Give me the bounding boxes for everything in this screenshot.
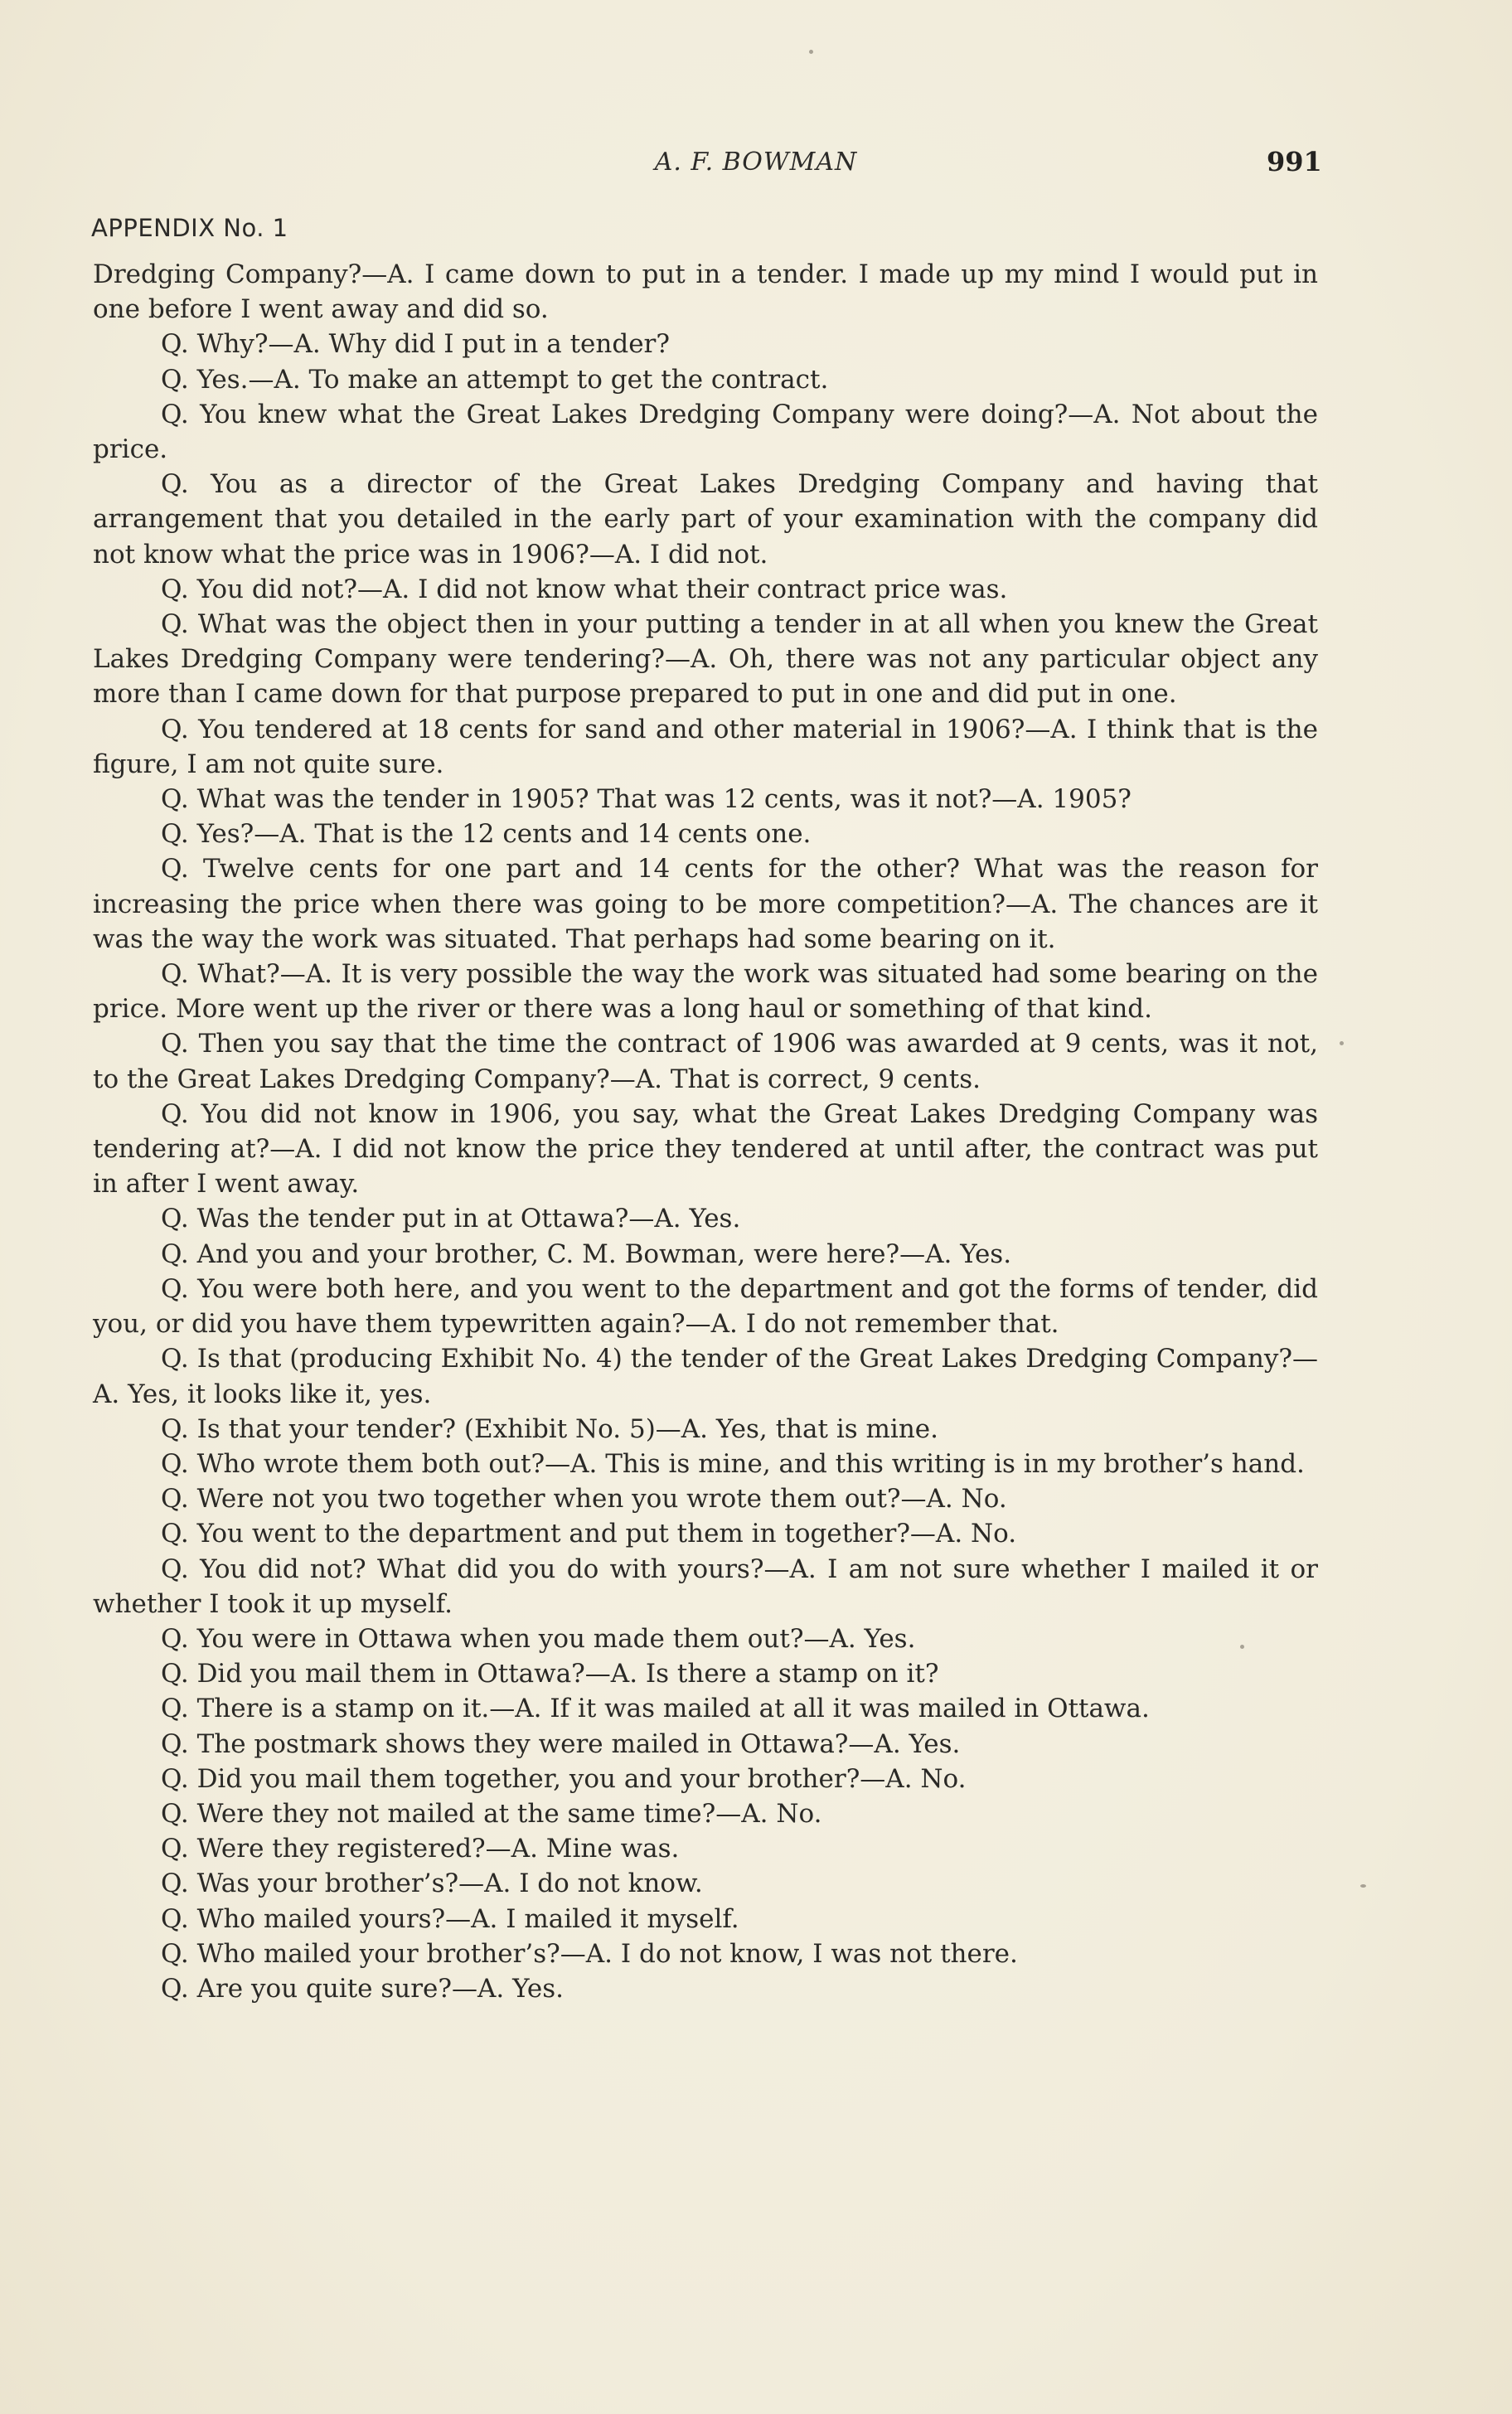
qa-paragraph: Q. Is that (producing Exhibit No. 4) the tender of the Great Lakes Dredging Company?—A. Yes, it looks like it, yes. [93, 1344, 1318, 1409]
qa-paragraph: Q. You knew what the Great Lakes Dredging Company were doing?—A. Not about the price. [93, 399, 1318, 465]
qa-paragraph: Q. The postmark shows they were mailed in Ottawa?—A. Yes. [161, 1728, 961, 1759]
qa-paragraph: Q. You were both here, and you went to the department and got the forms of tender, did you, or did you have them typewritten again?—A. I do not remember that. [93, 1273, 1318, 1340]
qa-paragraph: Q. You did not?—A. I did not know what their contract price was. [161, 574, 1008, 604]
qa-paragraph: Q. Were not you two together when you wrote them out?—A. No. [161, 1484, 1007, 1515]
qa-paragraph: Q. Were they not mailed at the same time?—A. No. [161, 1798, 822, 1829]
paper-speck [1240, 1645, 1244, 1649]
qa-paragraph: Q. Did you mail them in Ottawa?—A. Is there a stamp on it? [161, 1659, 939, 1689]
qa-paragraph: Q. Was the tender put in at Ottawa?—A. Yes. [161, 1204, 741, 1234]
qa-paragraph: Q. Was your brother’s?—A. I do not know. [161, 1869, 703, 1899]
qa-paragraph: Q. You tendered at 18 cents for sand and other material in 1906?—A. I think that is the figure, I am not quite sure. [93, 714, 1318, 779]
paper-speck [1360, 1884, 1366, 1888]
qa-paragraph: Q. Why?—A. Why did I put in a tender? [161, 329, 670, 360]
qa-paragraph: Q. Are you quite sure?—A. Yes. [161, 1973, 564, 2004]
qa-paragraph: Q. Did you mail them together, you and your brother?—A. No. [161, 1763, 967, 1794]
qa-paragraph: Q. What was the object then in your putting a tender in at all when you knew the Great Lakes Dredging Company were tendering?—A. Oh, there was not any particular object any more than I came down for that purpose prepared to put in one and did put in one. [93, 609, 1318, 710]
qa-paragraph: Q. Yes.—A. To make an attempt to get the contract. [161, 364, 829, 395]
qa-paragraph: Q. You went to the department and put them in together?—A. No. [161, 1519, 1017, 1549]
qa-paragraph: Q. Yes?—A. That is the 12 cents and 14 cents one. [161, 819, 812, 850]
qa-paragraph: Q. Twelve cents for one part and 14 cents for the other? What was the reason for increasing the price when there was going to be more competition?—A. The chances are it was the way the work was situated. That perhaps had some bearing on it. [93, 854, 1318, 954]
continued-paragraph: Dredging Company?—A. I came down to put in a tender. I made up my mind I would put in one before I went away and did so. [93, 259, 1318, 325]
qa-paragraph: Q. There is a stamp on it.—A. If it was mailed at all it was mailed in Ottawa. [161, 1694, 1150, 1724]
qa-paragraph: Q. Who mailed yours?—A. I mailed it myself. [161, 1903, 739, 1934]
qa-paragraph: Q. You did not know in 1906, you say, what the Great Lakes Dredging Company was tendering at?—A. I did not know the price they tendered at until after, the contract was put in after I went away. [93, 1098, 1318, 1200]
appendix-label: APPENDIX No. 1 [91, 214, 288, 242]
paper-speck [1340, 1041, 1344, 1045]
qa-paragraph: Q. Were they registered?—A. Mine was. [161, 1834, 680, 1864]
qa-paragraph: Q. What was the tender in 1905? That was 12 cents, was it not?—A. 1905? [161, 784, 1132, 815]
qa-paragraph: Q. What?—A. It is very possible the way the work was situated had some bearing on the price. More went up the river or there was a long haul or something of that kind. [93, 959, 1318, 1025]
qa-paragraph: Q. You as a director of the Great Lakes Dredging Company and having that arrangement that you detailed in the early part of your examination with the company did not know what the price was in 1906?—A. I did not. [93, 469, 1318, 570]
qa-paragraph: Q. You did not? What did you do with yours?—A. I am not sure whether I mailed it or whether I took it up myself. [93, 1554, 1318, 1619]
testimony-text [93, 257, 1318, 2006]
qa-paragraph: Q. Then you say that the time the contract of 1906 was awarded at 9 cents, was it not, to the Great Lakes Dredging Company?—A. That is correct, 9 cents. [93, 1029, 1318, 1094]
qa-paragraph: Q. And you and your brother, C. M. Bowman, were here?—A. Yes. [161, 1239, 1012, 1269]
running-title: A. F. BOWMAN [654, 148, 858, 177]
page-number: 991 [1267, 146, 1322, 177]
qa-paragraph: Q. Who wrote them both out?—A. This is mine, and this writing is in my brother’s hand. [161, 1448, 1305, 1479]
qa-paragraph: Q. Is that your tender? (Exhibit No. 5)—A. Yes, that is mine. [161, 1413, 938, 1444]
qa-paragraph: Q. You were in Ottawa when you made them out?—A. Yes. [161, 1623, 916, 1654]
qa-paragraph: Q. Who mailed your brother’s?—A. I do not know, I was not there. [161, 1938, 1018, 1969]
paper-speck [809, 50, 813, 54]
